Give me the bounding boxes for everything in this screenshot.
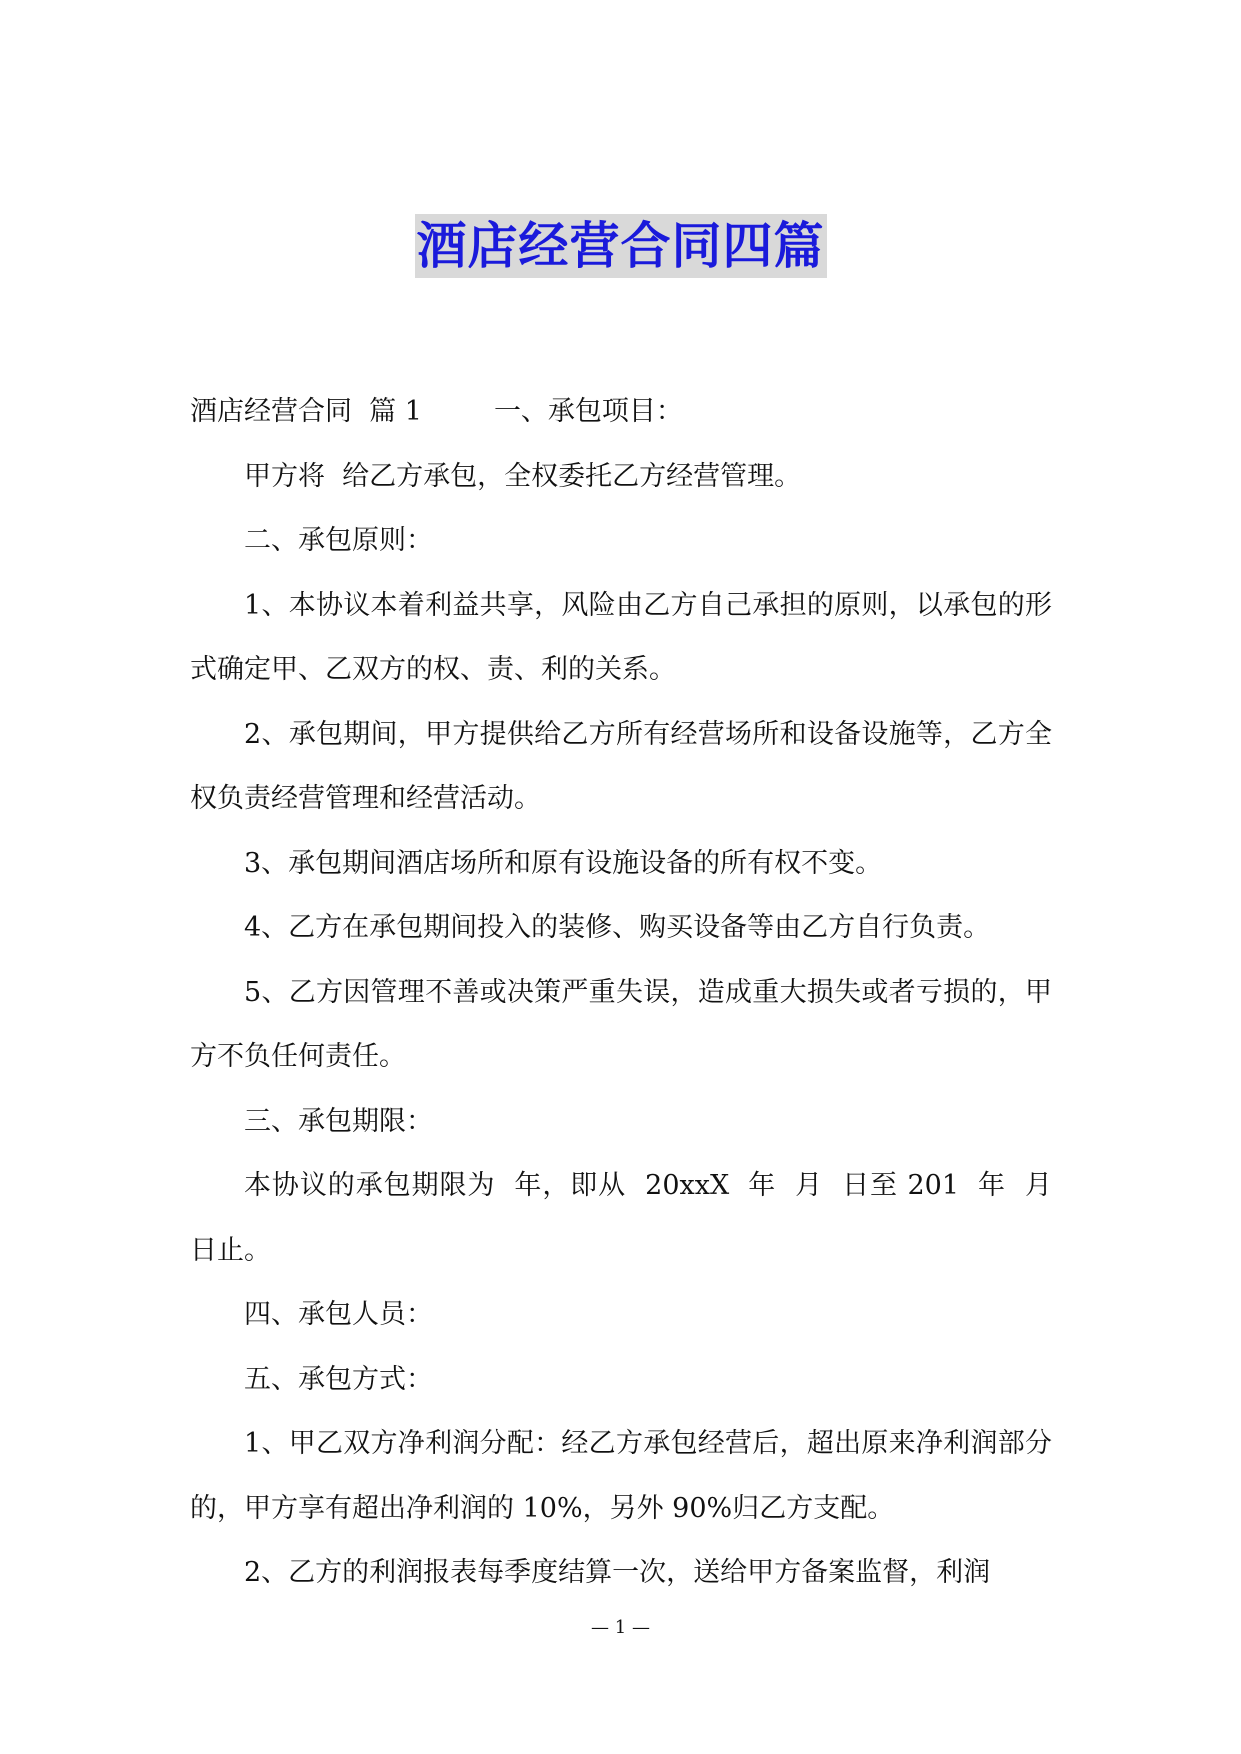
document-body: [190, 380, 1070, 1606]
page-number: — 1 —: [591, 1617, 650, 1638]
paragraph: 甲方将 给乙方承包，全权委托乙方经营管理。: [244, 460, 802, 492]
first-line: [190, 380, 1052, 445]
paragraph: 5、乙方因管理不善或决策严重失误，造成重大损失或者亏损的，甲方不负任何责任。: [190, 976, 1052, 1072]
clause-heading-5: 五、承包方式：: [244, 1363, 433, 1395]
title-container: [0, 214, 1241, 278]
contract-section-label: 酒店经营合同 篇 1: [190, 396, 422, 427]
paragraph: 本协议的承包期限为 年，即从 20xxX 年 月 日至 201 年 月 日止。: [190, 1170, 1070, 1266]
paragraph: 1、甲乙双方净利润分配：经乙方承包经营后，超出原来净利润部分的，甲方享有超出净利润的 10%，另外 90%归乙方支配。: [190, 1428, 1052, 1524]
paragraph: 2、乙方的利润报表每季度结算一次，送给甲方备案监督，利润: [244, 1557, 991, 1588]
document-title: 酒店经营合同四篇: [415, 214, 827, 278]
clause-heading-3: 三、承包期限：: [244, 1105, 433, 1137]
paragraph: 2、承包期间，甲方提供给乙方所有经营场所和设备设施等，乙方全权负责经营管理和经营活动。: [190, 718, 1052, 814]
paragraph: 4、乙方在承包期间投入的装修、购买设备等由乙方自行负责。: [244, 912, 991, 943]
paragraph: 3、承包期间酒店场所和原有设施设备的所有权不变。: [244, 847, 883, 879]
paragraph: 1、本协议本着利益共享，风险由乙方自己承担的原则，以承包的形式确定甲、乙双方的权、责、利的关系。: [190, 589, 1052, 685]
clause-heading-1: 一、承包项目：: [493, 396, 683, 427]
clause-heading-4: 四、承包人员：: [244, 1299, 433, 1330]
clause-heading-2: 二、承包原则：: [244, 525, 433, 556]
